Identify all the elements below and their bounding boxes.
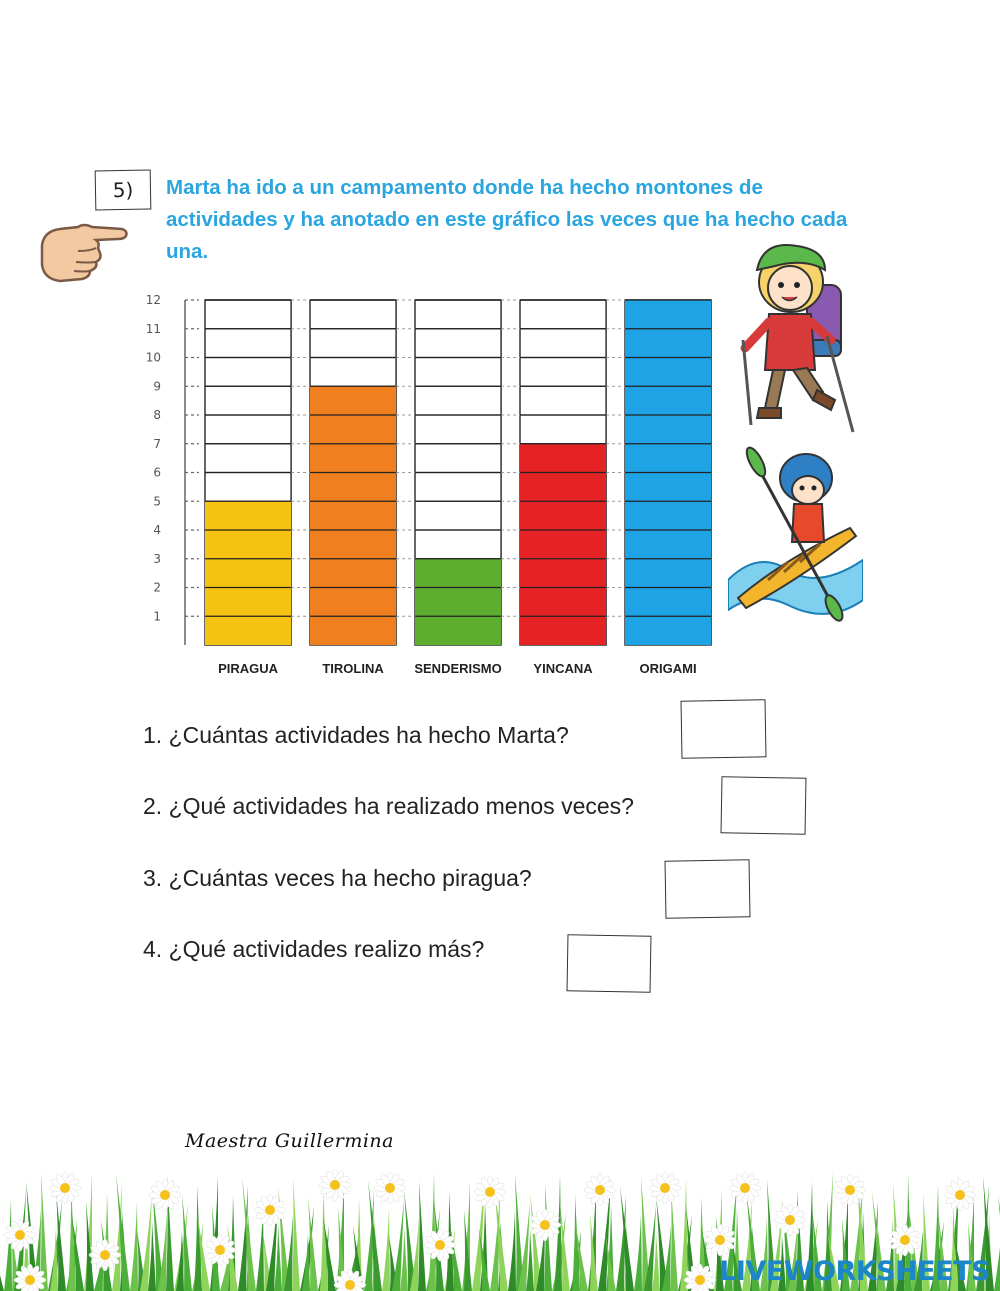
question-1: 1. ¿Cuántas actividades ha hecho Marta? [143, 722, 569, 748]
x-category-label: YINCANA [533, 661, 593, 676]
bar-tirolina [310, 386, 396, 645]
y-tick-label: 2 [153, 580, 161, 595]
y-tick-label: 11 [145, 321, 161, 336]
bar-yincana [520, 444, 606, 645]
y-tick-label: 4 [153, 523, 161, 537]
x-category-label: TIROLINA [322, 661, 384, 676]
x-category-label: SENDERISMO [414, 661, 502, 676]
liveworksheets-watermark: LIVEWORKSHEETS [719, 1256, 990, 1287]
question-2: 2. ¿Qué actividades ha realizado menos veces? [143, 793, 634, 819]
answer-box-2[interactable] [721, 776, 807, 834]
x-category-label: ORIGAMI [639, 661, 697, 676]
answer-box-4[interactable] [567, 934, 652, 992]
y-tick-label: 1 [153, 609, 161, 624]
question-4: 4. ¿Qué actividades realizo más? [143, 936, 485, 962]
y-tick-label: 5 [153, 494, 161, 509]
y-tick-label: 3 [153, 551, 161, 566]
exercise-prompt: Marta ha ido a un campamento donde ha hecho montones de actividades y ha anotado en este gráfico las veces que ha hecho cada una. [166, 176, 848, 263]
pointing-hand-icon [38, 215, 130, 285]
exercise-number: 5) [95, 170, 152, 211]
chart-y-ticks [146, 293, 161, 623]
kayak-girl-illustration [728, 440, 863, 625]
answer-box-1[interactable] [681, 699, 767, 758]
y-tick-label: 6 [153, 465, 161, 480]
question-3: 3. ¿Cuántas veces ha hecho piragua? [143, 865, 532, 891]
y-tick-label: 8 [153, 408, 161, 422]
answer-box-3[interactable] [665, 859, 751, 918]
signature: Maestra Guillermina [185, 1130, 394, 1152]
y-tick-label: 12 [145, 293, 161, 307]
chart-x-labels [218, 661, 697, 676]
bar-senderismo [415, 559, 501, 645]
x-category-label: PIRAGUA [218, 661, 279, 676]
bar-chart [140, 285, 740, 685]
hiker-girl-illustration [735, 240, 860, 440]
y-tick-label: 10 [145, 350, 161, 365]
y-tick-label: 9 [153, 379, 161, 394]
bar-piragua [205, 501, 291, 645]
y-tick-label: 7 [153, 436, 161, 451]
